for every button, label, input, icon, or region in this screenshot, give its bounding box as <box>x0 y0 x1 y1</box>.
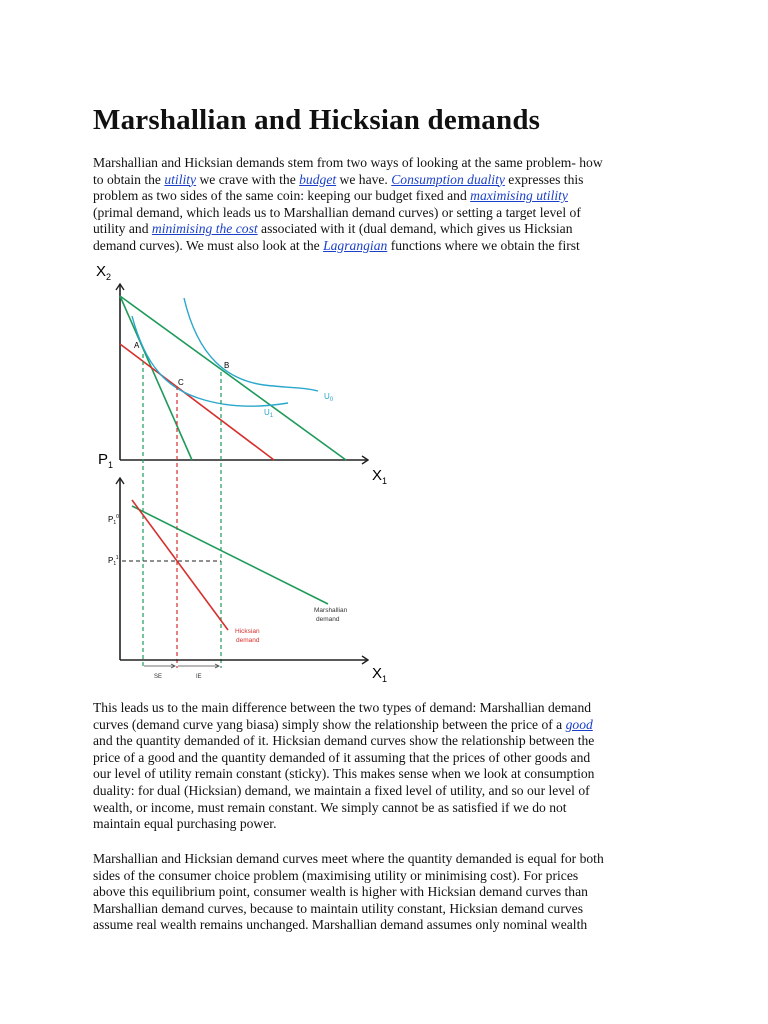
point-label-a: A <box>134 341 140 350</box>
text-run: duality: for dual (Hicksian) demand, we maintain a fixed level of utility, and so our level of <box>93 782 590 798</box>
text-run: Marshallian demand curves, because to maintain utility constant, Hicksian demand curves <box>93 900 583 916</box>
text-line <box>93 868 693 885</box>
text-line <box>93 884 693 901</box>
demand-curves-figure <box>88 258 408 686</box>
text-run: above this equilibrium point, consumer wealth is higher with Hicksian demand curves than <box>93 884 588 900</box>
page-title: Marshallian and Hicksian demands <box>93 104 541 136</box>
text-line <box>93 851 693 868</box>
text-line <box>93 172 693 189</box>
inline-link[interactable]: good <box>565 716 593 732</box>
marshallian-label: Marshallian demand <box>314 607 348 623</box>
text-line <box>93 205 693 222</box>
inline-link[interactable]: Lagrangian <box>323 237 388 253</box>
text-line <box>93 155 693 172</box>
text-run: This leads us to the main difference between the two types of demand: Marshallian demand <box>93 700 592 715</box>
text-run: problem as two sides of the same coin: keeping our budget fixed and <box>93 188 471 204</box>
hicksian-demand-curve <box>132 500 228 630</box>
bottom-x-axis-label: $X_1$ <box>372 665 388 684</box>
top-y-axis-label: $X_2$ <box>96 263 112 282</box>
point-label-b: B <box>224 361 230 370</box>
text-run: assume real wealth remains unchanged. Marshallian demand assumes only nominal wealth <box>93 917 588 933</box>
top-x-axis-label: $X_1$ <box>372 467 388 486</box>
text-run: wealth, or income, must remain constant. We simply cannot be as satisfied if we do not <box>93 799 567 815</box>
text-line <box>93 188 693 205</box>
curve-label-u0: $U_0$ <box>324 392 334 403</box>
text-run: maintain equal purchasing power. <box>93 816 277 832</box>
equilibrium-paragraph <box>93 851 693 934</box>
text-line <box>93 783 693 800</box>
text-line <box>93 750 693 767</box>
indifference-curve-u0 <box>184 298 318 391</box>
text-run: and the quantity demanded of it. Hicksian demand curves show the relationship between the <box>93 733 595 749</box>
text-run: we crave with the <box>196 171 300 187</box>
difference-paragraph <box>93 700 693 833</box>
point-label-c: C <box>178 378 184 387</box>
bottom-panel <box>98 451 387 684</box>
text-line <box>93 733 693 750</box>
text-run: Marshallian and Hicksian demands stem from two ways of looking at the same problem- how <box>93 155 603 170</box>
budget-line-original <box>120 296 346 460</box>
text-run: we have. <box>336 171 392 187</box>
text-run: sides of the consumer choice problem (maximising utility or minimising cost). For prices <box>93 867 579 883</box>
text-line <box>93 901 693 918</box>
text-run: expresses this <box>504 171 584 187</box>
hicksian-label: Hicksian demand <box>235 628 260 644</box>
text-line <box>93 800 693 817</box>
price-tick-p1: $P_1^1$ <box>108 555 119 567</box>
marshallian-demand-curve <box>132 506 328 604</box>
text-run: functions where we obtain the first <box>387 237 580 253</box>
text-line <box>93 238 693 255</box>
text-run: demand curves). We must also look at the <box>93 237 324 253</box>
text-run: to obtain the <box>93 171 165 187</box>
text-run: price of a good and the quantity demanded of it assuming that the prices of other goods and <box>93 749 591 765</box>
text-line <box>93 766 693 783</box>
substitution-effect-label: SE <box>154 674 163 680</box>
bottom-y-axis-label: $P_1$ <box>98 451 114 470</box>
text-line <box>93 816 693 833</box>
intro-paragraph <box>93 155 693 255</box>
text-run: utility and <box>93 221 152 237</box>
income-effect-label: IE <box>196 674 202 680</box>
text-line <box>93 917 693 934</box>
text-run: Marshallian and Hicksian demand curves meet where the quantity demanded is equal for both <box>93 851 604 866</box>
inline-link[interactable]: budget <box>299 171 337 187</box>
inline-link[interactable]: maximising utility <box>470 188 568 204</box>
price-tick-p0: $P_1^0$ <box>108 514 119 526</box>
text-run: curves (demand curve yang biasa) simply show the relationship between the price of a <box>93 716 566 732</box>
text-line <box>93 717 693 734</box>
curve-label-u1: $U_1$ <box>264 408 274 419</box>
text-run: our level of utility remain constant (sticky). This makes sense when we look at consumption <box>93 766 595 782</box>
text-run: associated with it (dual demand, which gives us Hicksian <box>257 221 573 237</box>
inline-link[interactable]: Consumption duality <box>391 171 505 187</box>
inline-link[interactable]: minimising the cost <box>151 221 258 237</box>
text-line <box>93 700 693 717</box>
text-line <box>93 221 693 238</box>
inline-link[interactable]: utility <box>164 171 197 187</box>
text-run: (primal demand, which leads us to Marshallian demand curves) or setting a target level of <box>93 204 581 220</box>
